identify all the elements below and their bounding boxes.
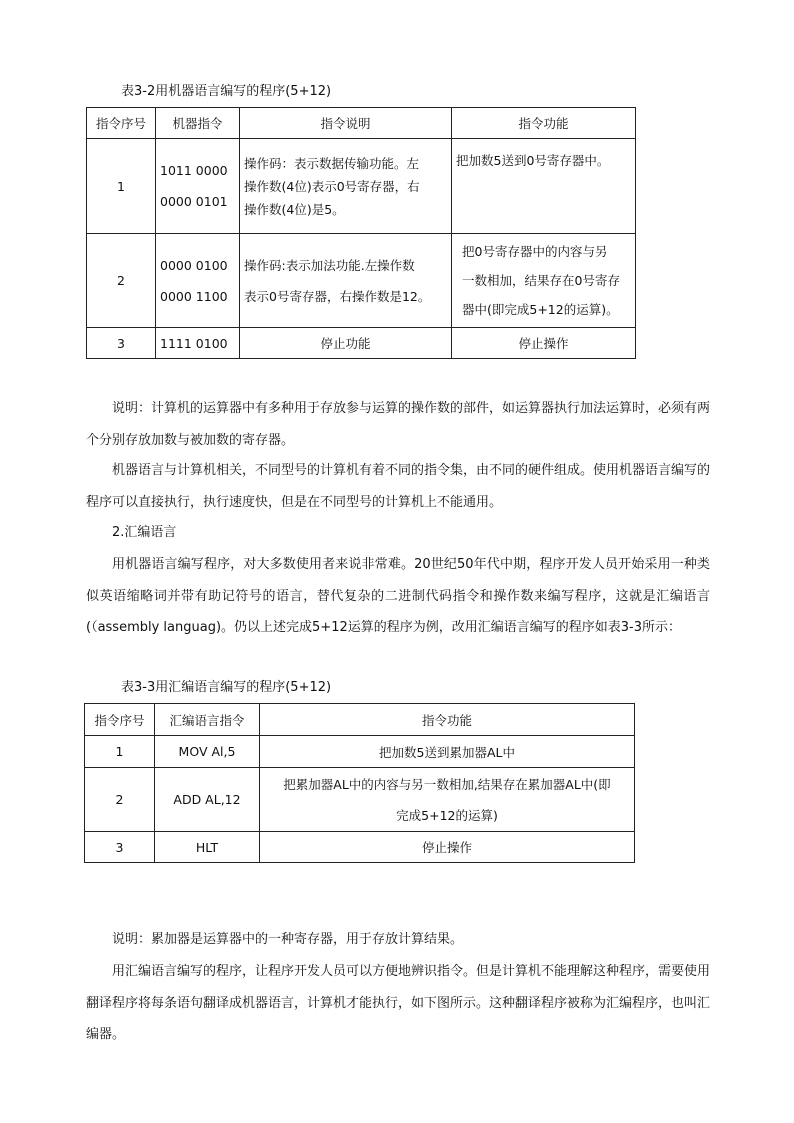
cell-code bbox=[156, 234, 240, 328]
table-row bbox=[87, 234, 636, 328]
table-row bbox=[87, 328, 636, 359]
table-row bbox=[85, 832, 635, 863]
code-line: 0000 1100 bbox=[160, 288, 228, 304]
paragraph-assembler: 用汇编语言编写的程序，让程序开发人员可以方便地辨识指令。但是计算机不能理解这种程序，需要使用翻译程序将每条语句翻译成机器语言，计算机才能执行，如下图所示。这种翻译程序被称为汇编程序，也叫汇编器。 bbox=[86, 964, 711, 1042]
code-line: 0000 0100 bbox=[160, 257, 228, 273]
desc-line: 操作数(4位)是5。 bbox=[244, 201, 345, 217]
paragraph-assembly-intro: 用机器语言编写程序，对大多数使用者来说非常难。20世纪50年代中期，程序开发人员开始采用一种类似英语缩略词并带有助记符号的语言，替代复杂的二进制代码指令和操作数来编写程序，这就是汇编语言(（assembly languag)。仍以上述完成5+12运算的程序为例，改用汇编语言编写的程序如表3-3所示： bbox=[86, 557, 710, 635]
cell-seq: 2 bbox=[87, 234, 156, 328]
paragraph-note2: 说明：累加器是运算器中的一种寄存器，用于存放计算结果。 bbox=[112, 932, 464, 947]
func-line: 器中(即完成5+12的运算)。 bbox=[462, 302, 619, 317]
table-row bbox=[87, 139, 636, 234]
code-line: 1011 0000 bbox=[160, 163, 228, 178]
header-seq: 指令序号 bbox=[87, 108, 156, 139]
desc-line: 操作码：表示数据传输功能。左 bbox=[244, 155, 420, 171]
table-row bbox=[85, 736, 635, 768]
func-line: 一数相加，结果存在0号寄存 bbox=[462, 273, 620, 288]
cell-seq: 3 bbox=[85, 832, 155, 863]
cell-instr: ADD AL,12 bbox=[155, 768, 260, 832]
cell-seq: 1 bbox=[85, 736, 155, 768]
machine-language-table bbox=[86, 107, 636, 359]
assembly-language-table bbox=[84, 703, 635, 863]
header-code: 机器指令 bbox=[156, 108, 240, 139]
header-seq: 指令序号 bbox=[85, 704, 155, 736]
cell-seq: 3 bbox=[87, 328, 156, 359]
cell-code: 1111 0100 bbox=[156, 328, 240, 359]
table-header-row bbox=[87, 108, 636, 139]
header-func: 指令功能 bbox=[452, 108, 636, 139]
table-header-row bbox=[85, 704, 635, 736]
header-instr: 汇编语言指令 bbox=[155, 704, 260, 736]
cell-code bbox=[156, 139, 240, 234]
table-row bbox=[85, 768, 635, 832]
section-heading: 2.汇编语言 bbox=[112, 525, 177, 540]
cell-func: 停止操作 bbox=[452, 328, 636, 359]
desc-line: 操作数(4位)表示0号寄存器，右 bbox=[244, 178, 420, 194]
code-line: 0000 0101 bbox=[160, 194, 228, 209]
header-func: 指令功能 bbox=[260, 704, 635, 736]
func-line: 把累加器AL中的内容与另一数相加,结果存在累加器AL中(即 bbox=[283, 776, 611, 792]
cell-func bbox=[452, 234, 636, 328]
cell-func bbox=[260, 768, 635, 832]
cell-func bbox=[452, 139, 636, 234]
cell-func: 把加数5送到累加器AL中 bbox=[260, 736, 635, 768]
cell-func: 停止操作 bbox=[260, 832, 635, 863]
paragraph-note1: 说明：计算机的运算器中有多种用于存放参与运算的操作数的部件，如运算器执行加法运算时，必须有两个分别存放加数与被加数的寄存器。 bbox=[86, 401, 711, 448]
cell-seq: 1 bbox=[87, 139, 156, 234]
cell-desc bbox=[240, 234, 452, 328]
table2-caption: 表3-3用汇编语言编写的程序(5+12) bbox=[121, 680, 332, 695]
paragraph-machine-language: 机器语言与计算机相关，不同型号的计算机有着不同的指令集，由不同的硬件组成。使用机器语言编写的程序可以直接执行，执行速度快，但是在不同型号的计算机上不能通用。 bbox=[86, 463, 711, 510]
header-desc: 指令说明 bbox=[240, 108, 452, 139]
func-line: 把加数5送到0号寄存器中。 bbox=[456, 153, 610, 168]
table1-caption: 表3-2用机器语言编写的程序(5+12) bbox=[121, 84, 332, 99]
cell-instr: MOV Al,5 bbox=[155, 736, 260, 768]
cell-desc bbox=[240, 139, 452, 234]
desc-line: 操作码:表示加法功能.左操作数 bbox=[244, 257, 415, 273]
cell-seq: 2 bbox=[85, 768, 155, 832]
func-line: 完成5+12的运算) bbox=[396, 807, 498, 823]
cell-desc: 停止功能 bbox=[240, 328, 452, 359]
cell-instr: HLT bbox=[155, 832, 260, 863]
func-line: 把0号寄存器中的内容与另 bbox=[462, 244, 608, 259]
desc-line: 表示0号寄存器，右操作数是12。 bbox=[244, 288, 431, 304]
